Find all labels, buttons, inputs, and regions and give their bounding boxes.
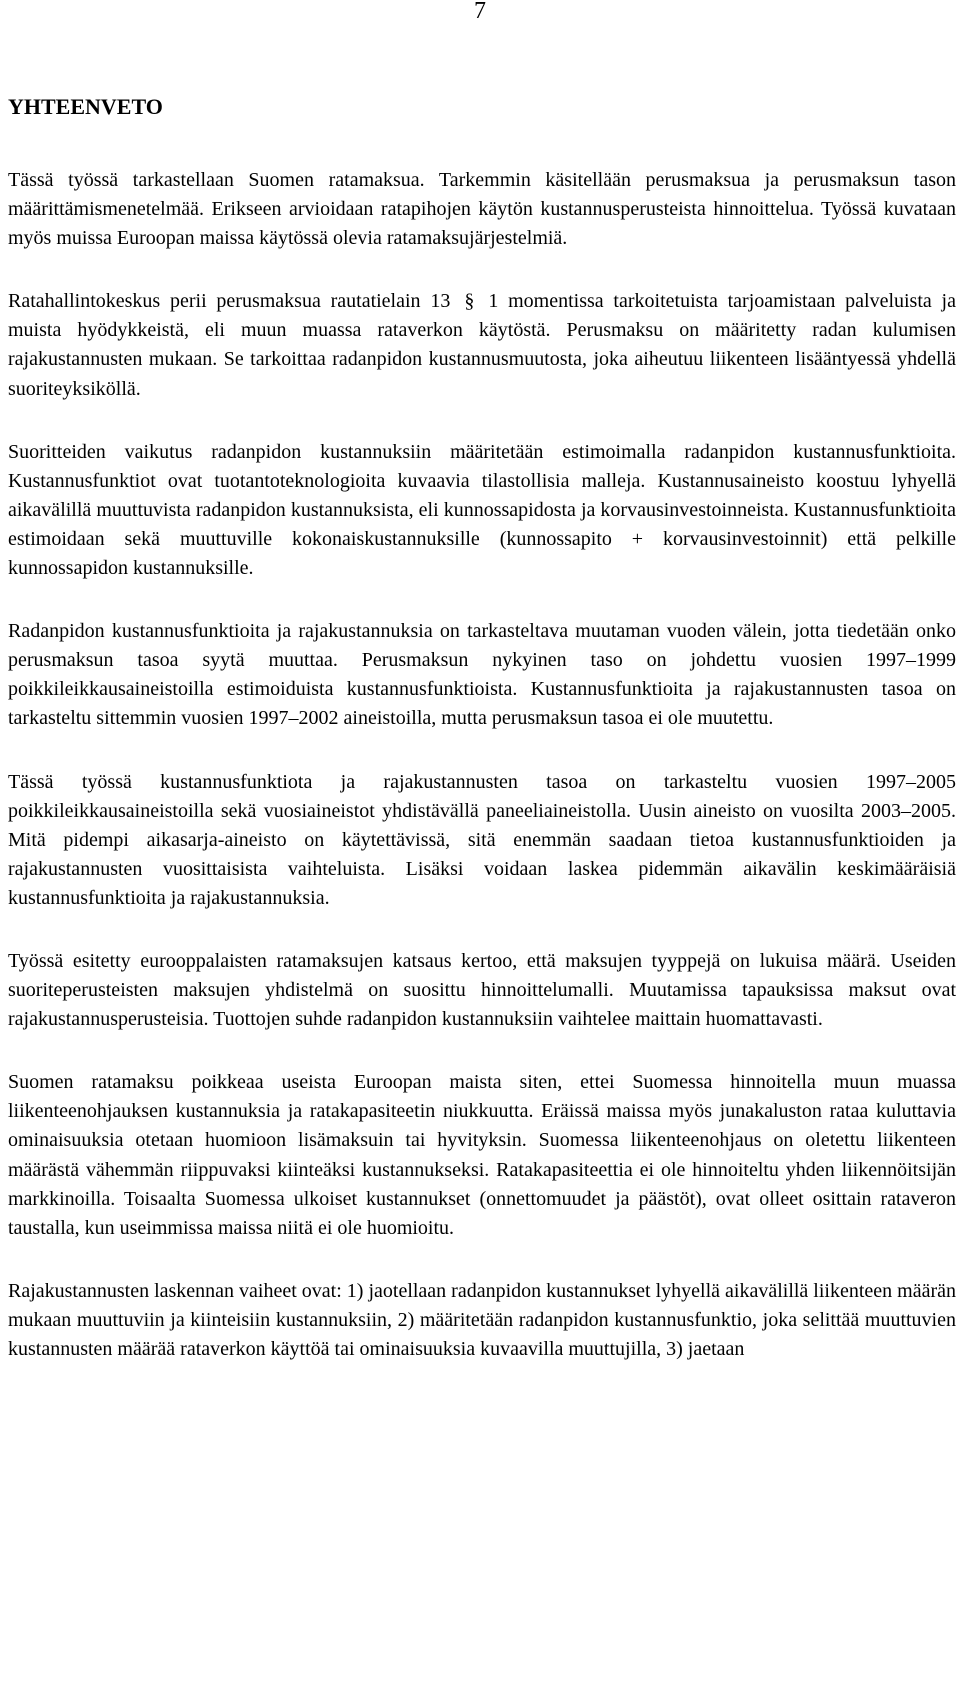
paragraph-basic-fee-start: Ratahallintokeskus perii perusmaksua rautatielain 13 (8, 290, 451, 313)
section-heading: YHTEENVETO (8, 94, 163, 119)
paragraph-intro: Tässä työssä tarkastellaan Suomen ratamaksua. Tarkemmin käsitellään perusmaksua ja perusmaksun tason määrittämismenetelmää. Erikseen arvioidaan ratapihojen käytön kustannusperusteista hinnoittelua. Työssä kuvataan myös muissa Euroopan maissa käytössä olevia ratamaksujärjestelmiä. (8, 169, 956, 250)
paragraph-basic-fee-end: 1 momentissa tarkoitetuista tarjoamistaan palveluista ja muista hyödykkeistä, eli muun muassa rataverkon käytöstä. Perusmaksu on määritetty radan kulumisen rajakustannusten mukaan. Se tarkoittaa radanpidon kustannusmuutosta, joka aiheutuu liikenteen lisääntyessä yhdellä suoriteyksiköllä. (8, 290, 956, 400)
paragraph-cost-functions: Suoritteiden vaikutus radanpidon kustannuksiin määritetään estimoimalla radanpidon kustannusfunktioita. Kustannusfunktiot ovat tuotantoteknologioita kuvaavia tilastollisia malleja. Kustannusaineisto koostuu lyhyellä aikavälillä muuttuvista radanpidon kustannuksista, eli kunnossapidosta ja korvausinvestoinneista. Kustannusfunktioita estimoidaan sekä muuttuville kokonaiskustannuksille (kunnossapito + korvausinvestoinnit) että pelkille kunnossapidon kustannuksille. (8, 440, 956, 580)
paragraph-european-review: Työssä esitetty eurooppalaisten ratamaksujen katsaus kertoo, että maksujen tyyppejä on lukuisa määrä. Useiden suoriteperusteisten maksujen yhdistelmä on suosittu hinnoittelumalli. Muutamissa tapauksissa maksut ovat rajakustannusperusteisia. Tuottojen suhde radanpidon kustannuksiin vaihtelee maittain huomattavasti. (8, 949, 956, 1031)
paragraph-calculation-steps: Rajakustannusten laskennan vaiheet ovat: 1) jaotellaan radanpidon kustannukset lyhyellä aikavälillä liikenteen määrän mukaan muuttuviin ja kiinteisiin kustannuksiin, 2) määritetään radanpidon kustannusfunktio, joka selittää muuttuvien kustannusten määrää rataverkon käyttöä tai ominaisuuksia kuvaavilla muuttujilla, 3) jaetaan (8, 1279, 957, 1360)
paragraph-finland-comparison: Suomen ratamaksu poikkeaa useista Euroopan maista siten, ettei Suomessa hinnoitella muun muassa liikenteenohjauksen kustannuksia ja ratakapasiteetin niukkuutta. Eräissä maissa myös junakaluston rataa kuluttavia ominaisuuksia otetaan huomioon lisämaksuin tai hyvityksin. Suomessa liikenteenohjaus on oletettu liikenteen määrästä vähemmän riippuvaksi kiinteäksi kustannukseksi. Ratakapasiteettia ei ole hinnoiteltu yhden liikennöitsijän markkinoilla. Toisaalta Suomessa ulkoiset kustannukset (onnettomuudet ja päästöt), ovat olleet osittain rataveron taustalla, kun useimmissa maissa niitä ei ole huomioitu. (8, 1071, 956, 1239)
section-sign: § (464, 290, 475, 313)
paragraph-basic-fee (8, 287, 956, 403)
paragraph-review-interval: Radanpidon kustannusfunktioita ja rajakustannuksia on tarkasteltava muutaman vuoden välein, jotta tiedetään onko perusmaksun tasoa syytä muuttaa. Perusmaksun nykyinen taso on johdettu vuosien 1997–1999 poikkileikkausaineistoilla estimoiduista kustannusfunktioista. Kustannusfunktioita ja rajakustannusten tasoa on tarkasteltu sittemmin vuosien 1997–2002 aineistoilla, mutta perusmaksun tasoa ei ole muutettu. (8, 620, 956, 730)
document-body (8, 92, 956, 1364)
paragraph-this-study: Tässä työssä kustannusfunktiota ja rajakustannusten tasoa on tarkasteltu vuosien 1997–2005 poikkileikkausaineistoilla sekä vuosiaineistot yhdistävällä paneeliaineistolla. Uusin aineisto on vuosilta 2003–2005. Mitä pidempi aikasarja-aineisto on käytettävissä, sitä enemmän saadaan tietoa kustannusfunktioiden ja rajakustannusten vuosittaisista vaihteluista. Lisäksi voidaan laskea pidemmän aikavälin keskimääräisiä kustannusfunktioita ja rajakustannuksia. (8, 770, 956, 909)
page-number: 7 (474, 0, 486, 24)
